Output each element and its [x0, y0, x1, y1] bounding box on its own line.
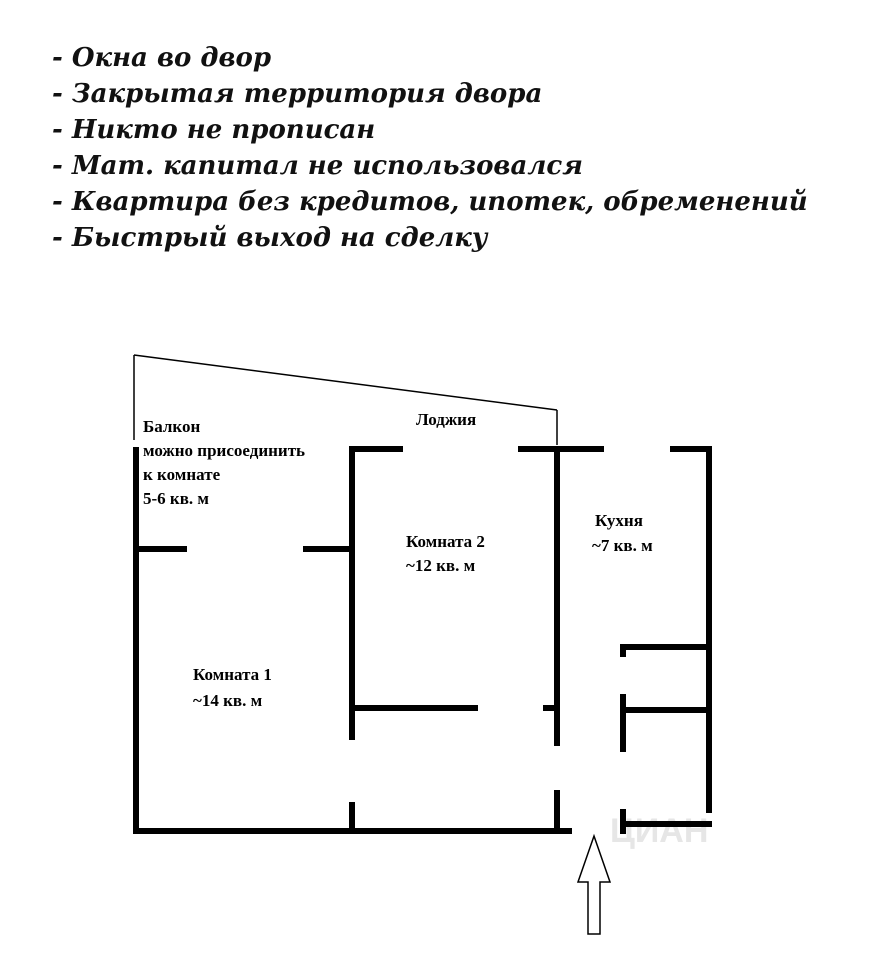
feature-item: - Никто не прописан — [52, 115, 376, 145]
feature-item: - Мат. капитал не использовался — [52, 151, 583, 181]
entrance-arrow-icon — [578, 836, 610, 934]
room2-name: Комната 2 — [406, 532, 485, 551]
feature-item: - Быстрый выход на сделку — [52, 223, 488, 253]
watermark: ЦИАН — [610, 812, 709, 850]
room1-name: Комната 1 — [193, 665, 272, 684]
room2-area: ~12 кв. м — [406, 556, 476, 575]
feature-item: - Квартира без кредитов, ипотек, обременений — [52, 187, 808, 217]
kitchen-area: ~7 кв. м — [592, 536, 653, 555]
loggia-label: Лоджия — [416, 410, 477, 429]
balcony-title: Балкон — [143, 417, 201, 436]
room1-area: ~14 кв. м — [193, 691, 263, 710]
feature-item: - Закрытая территория двора — [52, 79, 543, 109]
balcony-area: 5-6 кв. м — [143, 489, 209, 508]
walls — [133, 447, 712, 834]
feature-item: - Окна во двор — [52, 43, 272, 73]
balcony-note-line1: можно присоединить — [143, 441, 306, 460]
kitchen-name: Кухня — [595, 511, 643, 530]
balcony-note-line2: к комнате — [143, 465, 221, 484]
